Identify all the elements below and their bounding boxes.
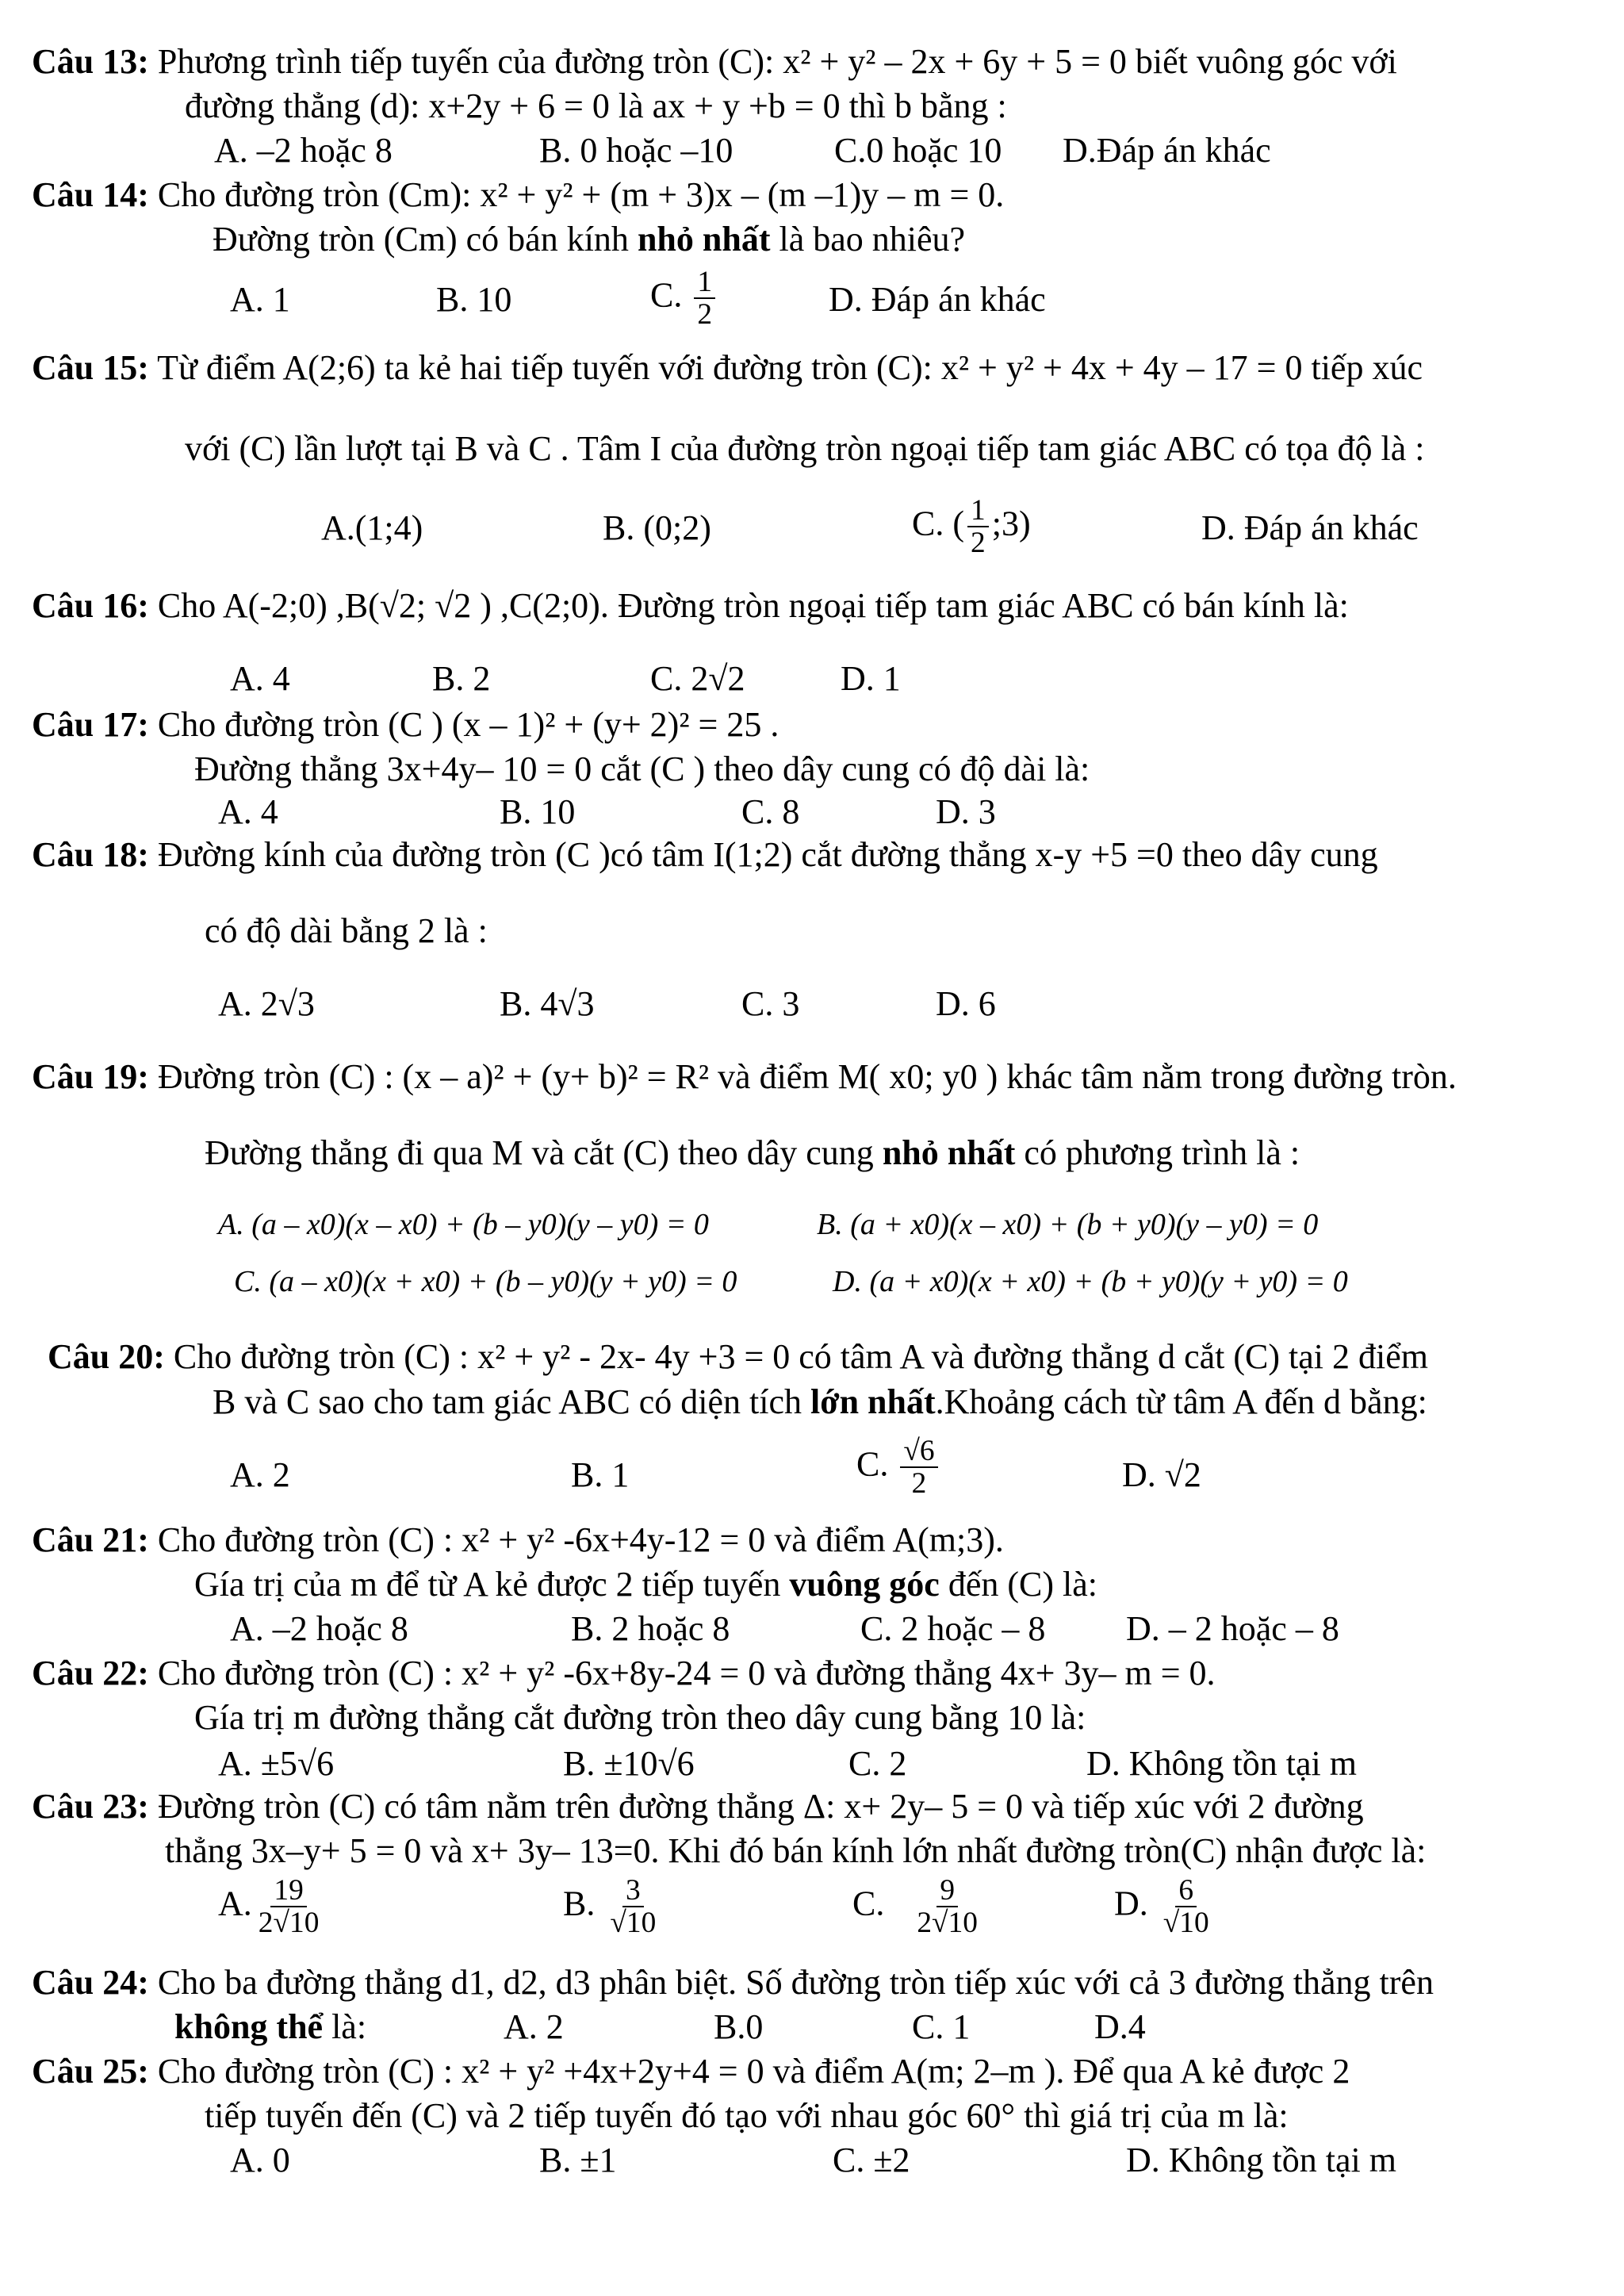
option-d[interactable]: D.4 bbox=[1094, 2007, 1146, 2046]
question-17-line2: Đường thẳng 3x+4y– 10 = 0 cắt (C ) theo dây cung có độ dài là: bbox=[194, 749, 1090, 788]
option-c[interactable]: C. 2 hoặc – 8 bbox=[860, 1609, 1046, 1648]
numerator: 1 bbox=[967, 495, 989, 527]
question-14-line2 bbox=[213, 219, 965, 261]
fraction bbox=[914, 1875, 981, 1939]
text: Gía trị của m để từ A kẻ được 2 tiếp tuyến bbox=[194, 1565, 790, 1604]
option-d[interactable] bbox=[1114, 1875, 1216, 1939]
emphasis: không thể bbox=[174, 2007, 324, 2046]
option-b[interactable]: B. (a + x0)(x – x0) + (b + y0)(y – y0) = 0 bbox=[817, 1208, 1319, 1241]
fraction bbox=[1160, 1875, 1212, 1939]
question-20-line2 bbox=[213, 1382, 1427, 1424]
question-23-line2: thẳng 3x–y+ 5 = 0 và x+ 3y– 13=0. Khi đó bán kính lớn nhất đường tròn(C) nhận được là: bbox=[165, 1831, 1427, 1870]
text: Đường tròn (Cm) có bán kính bbox=[213, 220, 638, 259]
option-c[interactable]: C. 1 bbox=[912, 2007, 971, 2046]
question-23 bbox=[32, 1786, 1364, 1828]
option-b[interactable]: B. ±10√6 bbox=[563, 1744, 695, 1783]
option-a[interactable]: A. 2 bbox=[230, 1455, 290, 1494]
option-d[interactable]: D. √2 bbox=[1122, 1455, 1201, 1494]
option-a[interactable]: A. –2 hoặc 8 bbox=[214, 131, 393, 170]
question-label: Câu 22: bbox=[32, 1654, 149, 1692]
question-text: Đường tròn (C) : (x – a)² + (y+ b)² = R² và điểm M( x0; y0 ) khác tâm nằm trong đường tròn. bbox=[157, 1057, 1457, 1096]
question-label: Câu 24: bbox=[32, 1963, 149, 2002]
text: là bao nhiêu? bbox=[770, 220, 966, 259]
numerator: 3 bbox=[622, 1875, 644, 1907]
option-c[interactable]: C. ±2 bbox=[833, 2141, 910, 2179]
question-label: Câu 20: bbox=[48, 1337, 165, 1376]
question-17 bbox=[32, 704, 779, 746]
question-22-line2: Gía trị m đường thẳng cắt đường tròn theo dây cung bằng 10 là: bbox=[194, 1698, 1086, 1737]
option-c[interactable]: C. (a – x0)(x + x0) + (b – y0)(y + y0) = 0 bbox=[234, 1265, 737, 1298]
question-25-line2: tiếp tuyến đến (C) và 2 tiếp tuyến đó tạo với nhau góc 60° thì giá trị của m là: bbox=[205, 2096, 1289, 2135]
option-d[interactable]: D.Đáp án khác bbox=[1063, 131, 1271, 170]
option-a[interactable]: A. 4 bbox=[218, 792, 278, 831]
question-19 bbox=[32, 1056, 1457, 1098]
option-b[interactable]: B. 10 bbox=[500, 792, 576, 831]
question-text: Cho ba đường thẳng d1, d2, d3 phân biệt. Số đường tròn tiếp xúc với cả 3 đường thẳng trên bbox=[157, 1963, 1434, 2002]
question-label: Câu 14: bbox=[32, 175, 149, 214]
fraction bbox=[255, 1875, 323, 1939]
fraction bbox=[900, 1435, 937, 1500]
option-label: D. bbox=[1114, 1884, 1148, 1923]
denominator: √10 bbox=[1162, 1907, 1209, 1940]
option-a[interactable]: A.(1;4) bbox=[321, 508, 423, 547]
option-c[interactable] bbox=[856, 1435, 941, 1500]
fraction bbox=[967, 495, 989, 559]
question-text: Cho đường tròn (C) : x² + y² - 2x- 4y +3 = 0 có tâm A và đường thẳng d cắt (C) tại 2 điểm bbox=[173, 1337, 1428, 1376]
question-label: Câu 21: bbox=[32, 1520, 149, 1559]
question-label: Câu 16: bbox=[32, 586, 149, 625]
text: B và C sao cho tam giác ABC có diện tích bbox=[213, 1382, 810, 1421]
text: là: bbox=[323, 2007, 367, 2046]
option-a[interactable]: A. 2√3 bbox=[218, 984, 315, 1023]
option-d[interactable]: D. 1 bbox=[841, 659, 901, 698]
option-a[interactable]: A. 2 bbox=[504, 2007, 564, 2046]
option-c[interactable]: C. 2√2 bbox=[650, 659, 745, 698]
question-19-line2 bbox=[205, 1133, 1300, 1175]
question-14 bbox=[32, 174, 1004, 217]
option-label: C. bbox=[912, 504, 944, 543]
option-label: C. bbox=[650, 275, 683, 315]
option-d[interactable]: D. 3 bbox=[936, 792, 996, 831]
question-text: Từ điểm A(2;6) ta kẻ hai tiếp tuyến với đường tròn (C): x² + y² + 4x + 4y – 17 = 0 tiếp xúc bbox=[157, 348, 1423, 387]
question-label: Câu 17: bbox=[32, 705, 149, 744]
question-18-line2: có độ dài bằng 2 là : bbox=[205, 911, 488, 950]
option-b[interactable]: B.0 bbox=[714, 2007, 764, 2046]
question-24 bbox=[32, 1962, 1434, 2004]
option-b[interactable] bbox=[563, 1875, 662, 1939]
question-text: Cho A(-2;0) ,B(√2; √2 ) ,C(2;0). Đường tròn ngoại tiếp tam giác ABC có bán kính là: bbox=[157, 586, 1349, 625]
emphasis: nhỏ nhất bbox=[637, 220, 771, 259]
text: đến (C) là: bbox=[939, 1565, 1097, 1604]
question-text: Phương trình tiếp tuyến của đường tròn (C): x² + y² – 2x + 6y + 5 = 0 biết vuông góc với bbox=[157, 42, 1397, 81]
question-text: Đường kính của đường tròn (C )có tâm I(1;2) cắt đường thẳng x-y +5 =0 theo dây cung bbox=[157, 835, 1378, 874]
option-c[interactable]: C. 8 bbox=[741, 792, 800, 831]
option-d[interactable]: D. 6 bbox=[936, 984, 996, 1023]
option-b[interactable]: B. 2 hoặc 8 bbox=[571, 1609, 730, 1648]
question-text: Đường tròn (C) có tâm nằm trên đường thẳng Δ: x+ 2y– 5 = 0 và tiếp xúc với 2 đường bbox=[157, 1787, 1364, 1826]
emphasis: lớn nhất bbox=[810, 1382, 936, 1421]
option-a[interactable]: A. ±5√6 bbox=[218, 1744, 335, 1783]
option-label: B. bbox=[563, 1884, 596, 1923]
numerator: 1 bbox=[694, 266, 715, 299]
denominator: 2√10 bbox=[917, 1907, 978, 1940]
denominator: 2√10 bbox=[258, 1907, 320, 1940]
option-c[interactable] bbox=[650, 266, 718, 331]
option-b[interactable]: B. 2 bbox=[432, 659, 491, 698]
question-24-line2 bbox=[174, 2007, 366, 2049]
option-d[interactable]: D. – 2 hoặc – 8 bbox=[1126, 1609, 1339, 1648]
question-25 bbox=[32, 2051, 1350, 2093]
option-d[interactable]: D. Đáp án khác bbox=[829, 280, 1046, 319]
option-a[interactable]: A. –2 hoặc 8 bbox=[230, 1609, 408, 1648]
question-text: Cho đường tròn (C) : x² + y² +4x+2y+4 = 0 và điểm A(m; 2–m ). Để qua A kẻ được 2 bbox=[157, 2052, 1350, 2091]
text: .Khoảng cách từ tâm A đến d bằng: bbox=[935, 1382, 1427, 1421]
option-c[interactable] bbox=[852, 1875, 984, 1939]
option-b[interactable]: B. ±1 bbox=[539, 2141, 617, 2179]
question-21-line2 bbox=[194, 1564, 1097, 1606]
numerator: 19 bbox=[270, 1875, 306, 1907]
question-text: Cho đường tròn (C ) (x – 1)² + (y+ 2)² = 25 . bbox=[157, 705, 779, 744]
option-d[interactable]: D. (a + x0)(x + x0) + (b + y0)(y + y0) = 0 bbox=[833, 1265, 1348, 1298]
numerator: 6 bbox=[1175, 1875, 1197, 1907]
question-15-line2: với (C) lần lượt tại B và C . Tâm I của đường tròn ngoại tiếp tam giác ABC có tọa độ là : bbox=[185, 429, 1425, 468]
text: ;3) bbox=[991, 504, 1031, 543]
question-label: Câu 19: bbox=[32, 1057, 149, 1096]
question-label: Câu 18: bbox=[32, 835, 149, 874]
question-text: Cho đường tròn (Cm): x² + y² + (m + 3)x – (m –1)y – m = 0. bbox=[157, 175, 1005, 214]
option-a[interactable] bbox=[218, 1875, 325, 1939]
question-text: Cho đường tròn (C) : x² + y² -6x+8y-24 = 0 và đường thẳng 4x+ 3y– m = 0. bbox=[157, 1654, 1216, 1692]
option-a[interactable]: A. (a – x0)(x – x0) + (b – y0)(y – y0) = 0 bbox=[218, 1208, 709, 1241]
question-label: Câu 25: bbox=[32, 2052, 149, 2091]
option-b[interactable]: B. 0 hoặc –10 bbox=[539, 131, 733, 170]
emphasis: nhỏ nhất bbox=[882, 1133, 1016, 1172]
denominator: 2 bbox=[697, 298, 713, 332]
option-label: C. bbox=[856, 1444, 889, 1484]
denominator: √10 bbox=[610, 1907, 657, 1940]
numerator: 9 bbox=[936, 1875, 958, 1907]
question-label: Câu 15: bbox=[32, 348, 149, 387]
question-20 bbox=[48, 1336, 1428, 1378]
question-label: Câu 23: bbox=[32, 1787, 149, 1826]
fraction bbox=[694, 266, 715, 331]
numerator: √6 bbox=[900, 1435, 937, 1468]
option-d[interactable]: D. Không tồn tại m bbox=[1086, 1744, 1357, 1783]
question-18 bbox=[32, 834, 1378, 876]
question-21 bbox=[32, 1520, 1004, 1562]
question-label: Câu 13: bbox=[32, 42, 149, 81]
denominator: 2 bbox=[971, 527, 986, 560]
option-a[interactable]: A. 0 bbox=[230, 2141, 290, 2179]
option-d[interactable]: D. Đáp án khác bbox=[1201, 508, 1419, 547]
option-c[interactable]: C. 3 bbox=[741, 984, 800, 1023]
text: Đường thẳng đi qua M và cắt (C) theo dây cung bbox=[205, 1133, 883, 1172]
option-c[interactable]: C.0 hoặc 10 bbox=[834, 131, 1002, 170]
question-22 bbox=[32, 1653, 1216, 1695]
text: có phương trình là : bbox=[1015, 1133, 1300, 1172]
option-c[interactable]: C. ( $\frac{1}{2}$ ;3) bbox=[912, 494, 1031, 560]
question-13 bbox=[32, 41, 1397, 83]
option-b[interactable]: B. 1 bbox=[571, 1455, 630, 1494]
option-b[interactable]: B. 10 bbox=[436, 280, 512, 319]
option-b[interactable]: B. 4√3 bbox=[500, 984, 595, 1023]
question-15 bbox=[32, 347, 1423, 389]
question-16 bbox=[32, 585, 1349, 627]
option-label: C. bbox=[852, 1884, 885, 1923]
denominator: 2 bbox=[911, 1467, 927, 1501]
fraction bbox=[607, 1875, 659, 1939]
option-a[interactable]: A. 4 bbox=[230, 659, 290, 698]
question-13-line2: đường thẳng (d): x+2y + 6 = 0 là ax + y +b = 0 thì b bằng : bbox=[185, 86, 1007, 125]
option-a[interactable]: A. 1 bbox=[230, 280, 290, 319]
option-label: A. bbox=[218, 1884, 252, 1923]
option-b[interactable]: B. (0;2) bbox=[603, 508, 711, 547]
emphasis: vuông góc bbox=[789, 1565, 940, 1604]
option-c[interactable]: C. 2 bbox=[848, 1744, 907, 1783]
option-d[interactable]: D. Không tồn tại m bbox=[1126, 2141, 1396, 2179]
question-text: Cho đường tròn (C) : x² + y² -6x+4y-12 = 0 và điểm A(m;3). bbox=[157, 1520, 1004, 1559]
